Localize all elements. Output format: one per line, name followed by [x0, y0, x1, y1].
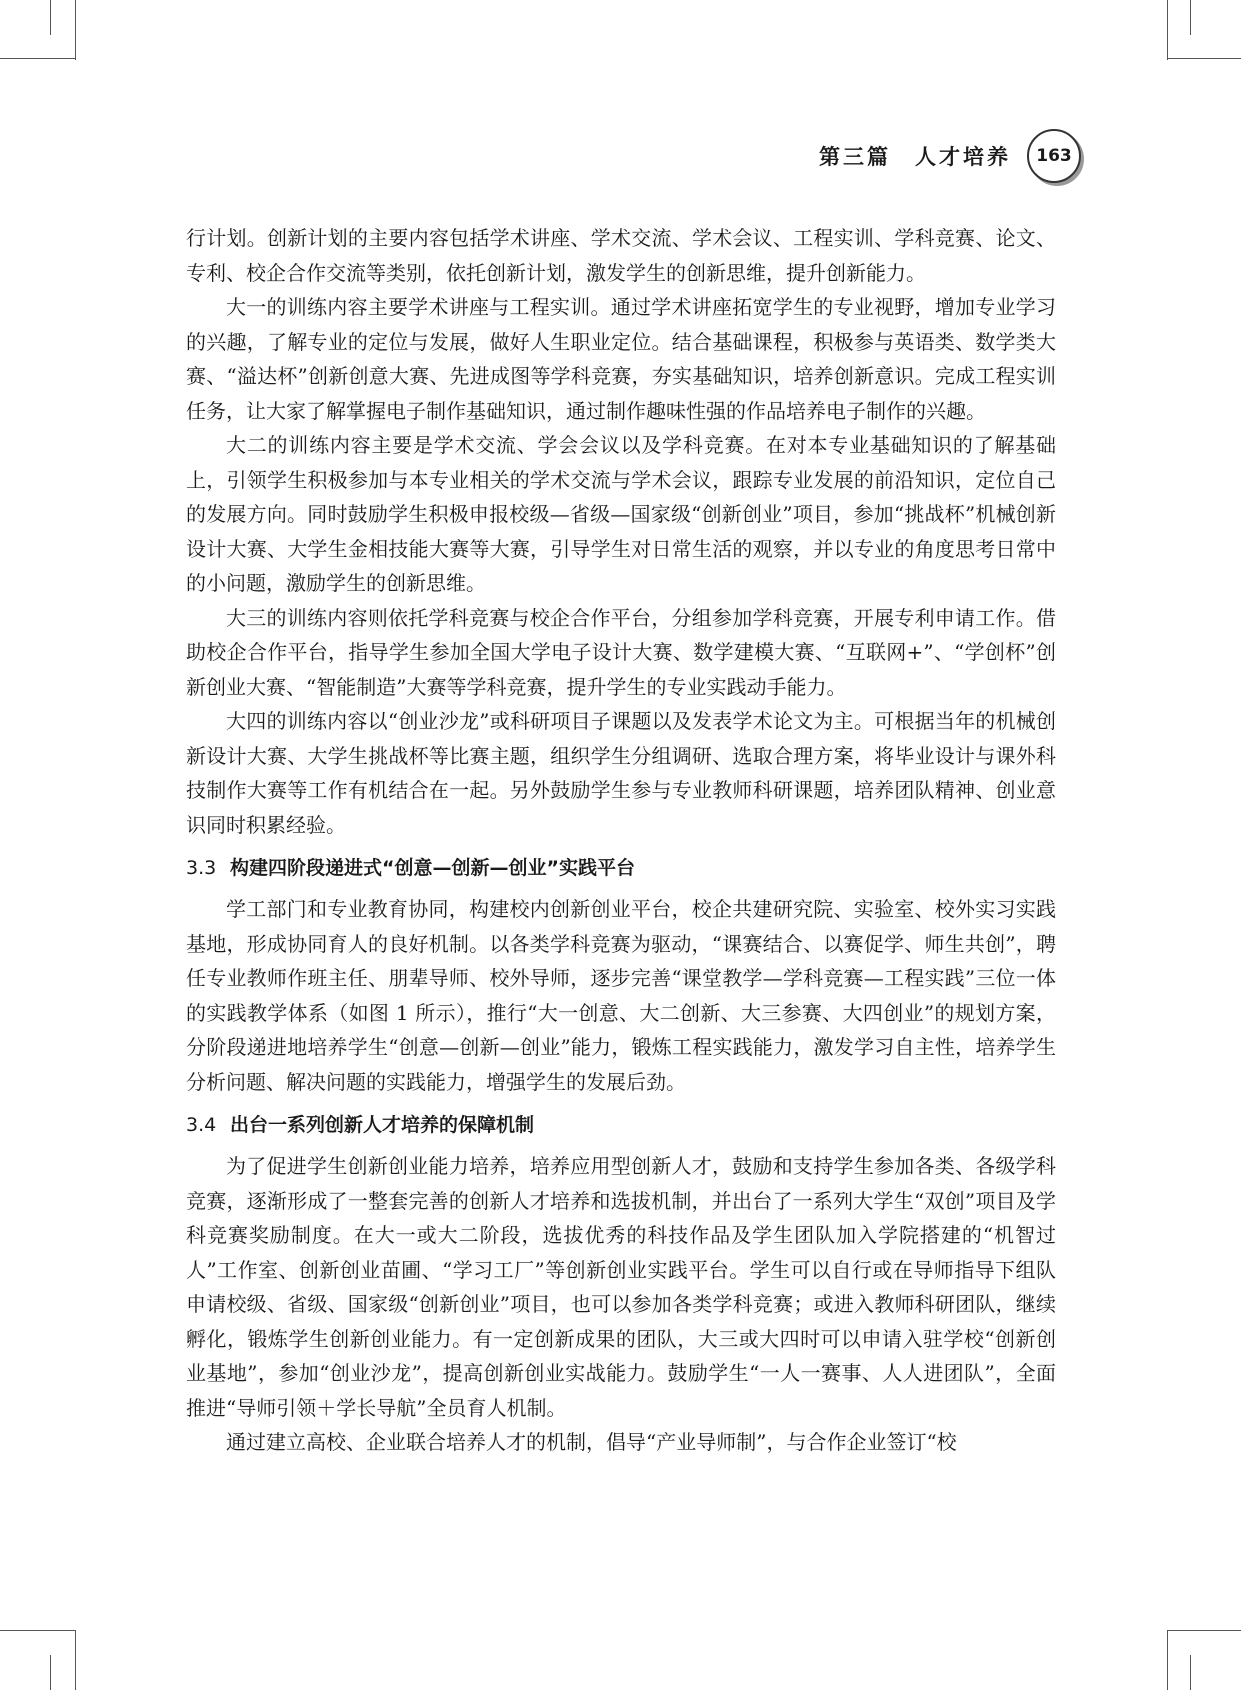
crop-mark-top-right-v — [1167, 0, 1168, 60]
paragraph: 大二的训练内容主要是学术交流、学会会议以及学科竞赛。在对本专业基础知识的了解基础上，引领学生积极参加与本专业相关的学术交流与学术会议，跟踪专业发展的前沿知识，定位自己的发展方向。同时鼓励学生积极申报校级—省级—国家级“创新创业”项目，参加“挑战杯”机械创新设计大赛、大学生金相技能大赛等大赛，引导学生对日常生活的观察，并以专业的角度思考日常中的小问题，激励学生的创新思维。 — [186, 433, 1056, 595]
crop-mark-bottom-left-h — [0, 1630, 75, 1631]
crop-mark-top-right-h — [1167, 58, 1241, 59]
section-number: 3.3 — [186, 857, 217, 879]
chapter-title: 第三篇 人才培养 — [819, 144, 1011, 169]
running-header — [819, 128, 1081, 184]
crop-mark-bottom-left-v2 — [50, 1655, 51, 1690]
section-number: 3.4 — [186, 1114, 217, 1136]
page-body — [186, 221, 1056, 1460]
section-title: 出台一系列创新人才培养的保障机制 — [230, 1114, 535, 1136]
paragraph: 大三的训练内容则依托学科竞赛与校企合作平台，分组参加学科竞赛，开展专利申请工作。借助校企合作平台，指导学生参加全国大学电子设计大赛、数学建模大赛、“互联网+”、“学创杯”创新创业大赛、“智能制造”大赛等学科竞赛，提升学生的专业实践动手能力。 — [186, 605, 1056, 699]
crop-mark-bottom-right-v2 — [1190, 1655, 1191, 1690]
crop-mark-top-left-v — [75, 0, 76, 60]
crop-mark-top-left-h — [0, 58, 75, 59]
paragraph: 行计划。创新计划的主要内容包括学术讲座、学术交流、学术会议、工程实训、学科竞赛、论文、专利、校企合作交流等类别，依托创新计划，激发学生的创新思维，提升创新能力。 — [186, 226, 1056, 285]
crop-mark-bottom-left-v — [75, 1630, 76, 1690]
page-number: 163 — [1027, 129, 1081, 183]
crop-mark-bottom-right-h — [1167, 1630, 1241, 1631]
section-heading — [186, 1113, 1056, 1137]
section-title: 构建四阶段递进式“创意—创新—创业”实践平台 — [230, 857, 635, 879]
crop-mark-top-right-v2 — [1190, 0, 1191, 35]
paragraph: 学工部门和专业教育协同，构建校内创新创业平台，校企共建研究院、实验室、校外实习实践基地，形成协同育人的良好机制。以各类学科竞赛为驱动，“课赛结合、以赛促学、师生共创”，聘任专业教师作班主任、朋辈导师、校外导师，逐步完善“课堂教学—学科竞赛—工程实践”三位一体的实践教学体系（如图 1 所示），推行“大一创意、大二创新、大三参赛、大四创业”的规划方案，分阶段递进地培养学生“创意—创新—创业”能力，锻炼工程实践能力，激发学习自主性，培养学生分析问题、解决问题的实践能力，增强学生的发展后劲。 — [186, 897, 1056, 1094]
paragraph: 大四的训练内容以“创业沙龙”或科研项目子课题以及发表学术论文为主。可根据当年的机械创新设计大赛、大学生挑战杯等比赛主题，组织学生分组调研、选取合理方案，将毕业设计与课外科技制作大赛等工作有机结合在一起。另外鼓励学生参与专业教师科研课题，培养团队精神、创业意识同时积累经验。 — [186, 709, 1056, 837]
crop-mark-top-left-v2 — [50, 0, 51, 35]
paragraph: 为了促进学生创新创业能力培养，培养应用型创新人才，鼓励和支持学生参加各类、各级学科竞赛，逐渐形成了一整套完善的创新人才培养和选拔机制，并出台了一系列大学生“双创”项目及学科竞赛奖励制度。在大一或大二阶段，选拔优秀的科技作品及学生团队加入学院搭建的“机智过人”工作室、创新创业苗圃、“学习工厂”等创新创业实践平台。学生可以自行或在导师指导下组队申请校级、省级、国家级“创新创业”项目，也可以参加各类学科竞赛；或进入教师科研团队，继续孵化，锻炼学生创新创业能力。有一定创新成果的团队，大三或大四时可以申请入驻学校“创新创业基地”，参加“创业沙龙”，提高创新创业实战能力。鼓励学生“一人一赛事、人人进团队”，全面推进“导师引领＋学长导航”全员育人机制。 — [186, 1154, 1056, 1420]
section-heading — [186, 856, 1056, 880]
paragraph: 大一的训练内容主要学术讲座与工程实训。通过学术讲座拓宽学生的专业视野，增加专业学习的兴趣，了解专业的定位与发展，做好人生职业定位。结合基础课程，积极参与英语类、数学类大赛、“溢达杯”创新创意大赛、先进成图等学科竞赛，夯实基础知识，培养创新意识。完成工程实训任务，让大家了解掌握电子制作基础知识，通过制作趣味性强的作品培养电子制作的兴趣。 — [186, 295, 1056, 423]
paragraph: 通过建立高校、企业联合培养人才的机制，倡导“产业导师制”，与合作企业签订“校 — [226, 1430, 957, 1454]
crop-mark-bottom-right-v — [1167, 1630, 1168, 1690]
